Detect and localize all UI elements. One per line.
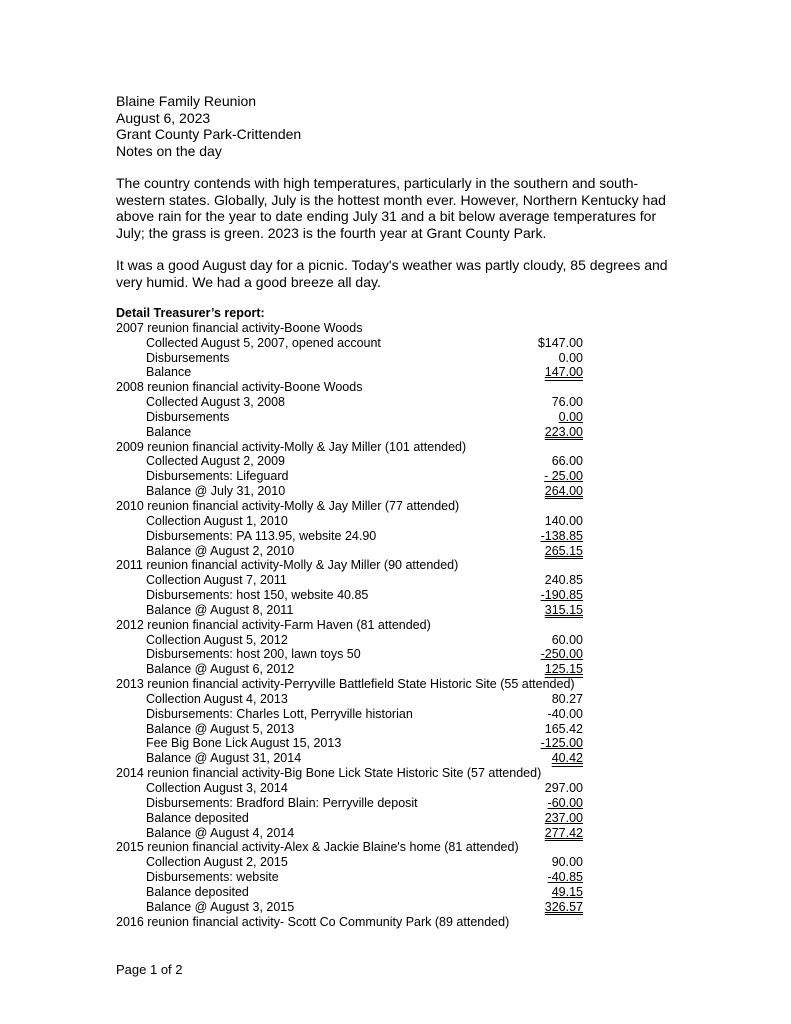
report-line-item — [116, 633, 596, 648]
report-line-item — [116, 395, 596, 410]
report-line-item — [116, 707, 596, 722]
line-item-amount: 66.00 — [551, 454, 583, 469]
report-line-item — [116, 469, 596, 484]
report-line-item — [116, 662, 596, 677]
report-line-item — [116, 365, 596, 380]
report-rows — [116, 321, 596, 930]
line-item-label: Disbursements: website — [146, 870, 279, 885]
line-item-label: Disbursements: PA 113.95, website 24.90 — [146, 528, 377, 543]
line-item-amount: 315.15 — [544, 602, 583, 617]
line-item-label: Collected August 5, 2007, opened account — [146, 335, 381, 350]
line-item-label: Balance @ August 3, 2015 — [146, 899, 295, 914]
report-line-item — [116, 900, 596, 915]
line-item-label: Collection August 5, 2012 — [146, 632, 288, 647]
header-location: Grant County Park-Crittenden — [116, 126, 302, 142]
line-item-label: Balance — [146, 365, 192, 380]
line-item-amount: 264.00 — [544, 484, 583, 499]
report-line-item — [116, 588, 596, 603]
report-title: Detail Treasurer’s report: — [116, 306, 265, 320]
line-item-amount: 60.00 — [551, 632, 583, 647]
line-item-label: Collected August 3, 2008 — [146, 395, 285, 410]
line-item-amount: -138.85 — [540, 528, 583, 543]
report-line-item — [116, 529, 596, 544]
line-item-amount: 237.00 — [544, 810, 583, 825]
report-year-heading: 2016 reunion financial activity- Scott Co Community Park (89 attended) — [116, 914, 510, 929]
document-header — [116, 93, 301, 159]
report-line-item — [116, 573, 596, 588]
line-item-amount: -190.85 — [540, 588, 583, 603]
line-item-label: Balance deposited — [146, 884, 249, 899]
report-line-item — [116, 751, 596, 766]
report-line-item — [116, 826, 596, 841]
line-item-amount: $147.00 — [537, 335, 583, 350]
line-item-amount: 0.00 — [558, 409, 583, 424]
line-item-amount: 265.15 — [544, 543, 583, 558]
line-item-label: Disbursements: Bradford Blain: Perryville deposit — [146, 795, 418, 810]
line-item-label: Balance @ August 5, 2013 — [146, 721, 295, 736]
line-item-label: Disbursements — [146, 350, 230, 365]
line-item-label: Balance @ August 2, 2010 — [146, 543, 295, 558]
line-item-amount: -60.00 — [547, 795, 583, 810]
line-item-amount: 49.15 — [551, 884, 583, 899]
report-line-item — [116, 351, 596, 366]
report-year-heading: 2009 reunion financial activity-Molly & Jay Miller (101 attended) — [116, 439, 467, 454]
report-year-heading: 2012 reunion financial activity-Farm Haven (81 attended) — [116, 617, 431, 632]
line-item-amount: 147.00 — [544, 365, 583, 380]
line-item-amount: 277.42 — [544, 825, 583, 840]
line-item-label: Balance deposited — [146, 810, 249, 825]
line-item-amount: -125.00 — [540, 736, 583, 751]
report-line-item — [116, 722, 596, 737]
page-number: Page 1 of 2 — [116, 962, 183, 977]
report-line-item — [116, 855, 596, 870]
line-item-amount: 240.85 — [544, 573, 583, 588]
weather-paragraph: The country contends with high temperatures, particularly in the southern and south-western states. Globally, July is the hottest month ever. However, Northern Kentucky had above rain for the year to date ending July 31 and a bit below average temperatures for July; the grass is green. 2023 is the fourth year at Grant County Park. — [116, 175, 666, 241]
report-line-item — [116, 484, 596, 499]
line-item-amount: 0.00 — [558, 350, 583, 365]
report-year-heading: 2013 reunion financial activity-Perryville Battlefield State Historic Site (55 attended) — [116, 677, 575, 692]
line-item-label: Disbursements — [146, 409, 230, 424]
report-line-item — [116, 410, 596, 425]
header-title: Blaine Family Reunion — [116, 93, 257, 109]
report-line-item — [116, 425, 596, 440]
report-line-item — [116, 544, 596, 559]
treasurer-report — [116, 306, 596, 929]
header-date: August 6, 2023 — [116, 109, 211, 126]
line-item-label: Collected August 2, 2009 — [146, 454, 285, 469]
line-item-amount: 76.00 — [551, 395, 583, 410]
line-item-label: Balance @ July 31, 2010 — [146, 484, 286, 499]
report-year-heading: 2015 reunion financial activity-Alex & Jackie Blaine's home (81 attended) — [116, 840, 519, 855]
line-item-amount: 165.42 — [544, 721, 583, 736]
line-item-amount: 223.00 — [544, 424, 583, 439]
picnic-paragraph: It was a good August day for a picnic. Today's weather was partly cloudy, 85 degrees and very humid. We had a good breeze all day. — [116, 257, 668, 290]
line-item-label: Balance @ August 31, 2014 — [146, 751, 302, 766]
line-item-amount: 125.15 — [544, 662, 583, 677]
line-item-label: Disbursements: host 150, website 40.85 — [146, 588, 369, 603]
line-item-amount: -250.00 — [540, 647, 583, 662]
line-item-label: Collection August 7, 2011 — [146, 573, 287, 588]
report-line-item — [116, 514, 596, 529]
line-item-amount: 140.00 — [544, 513, 583, 528]
report-year-heading: 2010 reunion financial activity-Molly & Jay Miller (77 attended) — [116, 498, 460, 513]
report-year-heading: 2011 reunion financial activity-Molly & Jay Miller (90 attended) — [116, 558, 459, 573]
line-item-label: Collection August 4, 2013 — [146, 691, 288, 706]
line-item-label: Balance @ August 4, 2014 — [146, 825, 295, 840]
report-line-item — [116, 454, 596, 469]
line-item-label: Balance @ August 8, 2011 — [146, 602, 294, 617]
report-line-item — [116, 736, 596, 751]
report-line-item — [116, 603, 596, 618]
line-item-label: Collection August 2, 2015 — [146, 855, 288, 870]
line-item-amount: 297.00 — [544, 781, 583, 795]
line-item-label: Disbursements: host 200, lawn toys 50 — [146, 647, 361, 662]
line-item-label: Balance — [146, 424, 192, 439]
report-line-item — [116, 885, 596, 900]
line-item-label: Collection August 1, 2010 — [146, 513, 288, 528]
report-line-item — [116, 870, 596, 885]
line-item-amount: 326.57 — [544, 899, 583, 914]
line-item-amount: -40.00 — [547, 706, 583, 721]
report-year-heading: 2008 reunion financial activity-Boone Woods — [116, 380, 363, 395]
report-line-item — [116, 796, 596, 811]
report-line-item — [116, 336, 596, 351]
line-item-label: Disbursements: Charles Lott, Perryville historian — [146, 706, 413, 721]
header-subtitle: Notes on the day — [116, 142, 222, 159]
report-line-item — [116, 692, 596, 707]
line-item-amount: 40.42 — [551, 751, 583, 766]
report-line-item — [116, 647, 596, 662]
report-line-item — [116, 811, 596, 826]
report-year-heading: 2007 reunion financial activity-Boone Woods — [116, 320, 363, 335]
line-item-label: Fee Big Bone Lick August 15, 2013 — [146, 736, 342, 751]
line-item-amount: 80.27 — [551, 691, 583, 706]
line-item-amount: 90.00 — [551, 855, 583, 870]
line-item-amount: - 25.00 — [544, 469, 583, 484]
line-item-label: Collection August 3, 2014 — [146, 781, 288, 795]
line-item-label: Balance @ August 6, 2012 — [146, 662, 295, 677]
report-line-item — [116, 781, 596, 796]
line-item-label: Disbursements: Lifeguard — [146, 469, 289, 484]
report-year-heading: 2014 reunion financial activity-Big Bone Lick State Historic Site (57 attended) — [116, 766, 542, 781]
line-item-amount: -40.85 — [547, 870, 583, 885]
